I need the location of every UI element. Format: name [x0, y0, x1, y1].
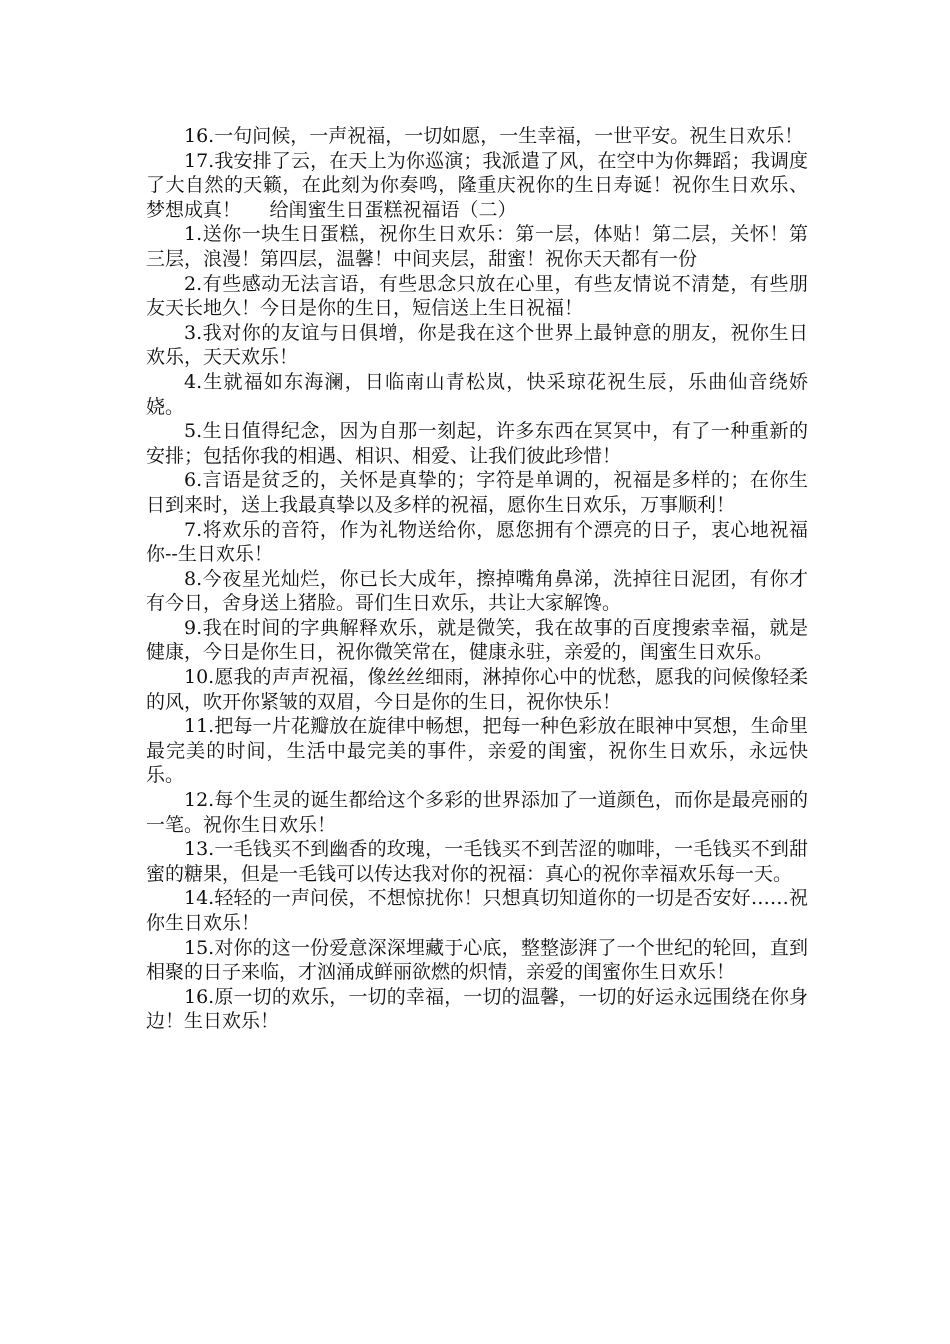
paragraph-blessing-13: 13.一毛钱买不到幽香的玫瑰，一毛钱买不到苦涩的咖啡，一毛钱买不到甜蜜的糖果，但是一毛钱可以传达我对你的祝福：真心的祝你幸福欢乐每一天。 [146, 838, 808, 885]
paragraph-blessing-8: 8.今夜星光灿烂，你已长大成年，擦掉嘴角鼻涕，洗掉往日泥团，有你才有今日，舍身送上猪脸。哥们生日欢乐，共让大家解馋。 [146, 567, 808, 615]
paragraph-blessing-14: 14.轻轻的一声问侯，不想惊扰你！只想真切知道你的一切是否安好……祝你生日欢乐！ [146, 887, 808, 934]
paragraph-blessing-16a: 16.一句问候，一声祝福，一切如愿，一生幸福，一世平安。祝生日欢乐！ [184, 125, 804, 147]
paragraph-blessing-5: 5.生日值得纪念，因为自那一刻起，许多东西在冥冥中，有了一种重新的安排；包括你我的相遇、相识、相爱、让我们彼此珍惜！ [146, 420, 808, 467]
paragraph-blessing-15: 15.对你的这一份爱意深深埋藏于心底，整整澎湃了一个世纪的轮回，直到相聚的日子来临，才汹涌成鲜丽欲燃的炽情，亲爱的闺蜜你生日欢乐！ [146, 936, 808, 984]
document-body [146, 124, 808, 1034]
section-heading: 给闺蜜生日蛋糕祝福语（二） [269, 198, 517, 221]
paragraph-blessing-6: 6.言语是贫乏的，关怀是真挚的；字符是单调的，祝福是多样的；在你生日到来时，送上我最真挚以及多样的祝福，愿你生日欢乐，万事顺利！ [146, 469, 808, 516]
paragraph-blessing-12: 12.每个生灵的诞生都给这个多彩的世界添加了一道颜色，而你是最亮丽的一笔。祝你生日欢乐！ [146, 789, 808, 836]
paragraph-blessing-10: 10.愿我的声声祝福，像丝丝细雨，淋掉你心中的忧愁，愿我的问候像轻柔的风，吹开你紧皱的双眉，今日是你的生日，祝你快乐！ [146, 666, 808, 713]
paragraph-blessing-17 [146, 149, 808, 223]
paragraph-blessing-1: 1.送你一块生日蛋糕，祝你生日欢乐：第一层，体贴！第二层，关怀！第三层，浪漫！第四层，温馨！中间夹层，甜蜜！祝你天天都有一份 [146, 223, 808, 270]
paragraph-blessing-17-text: 17.我安排了云，在天上为你巡演；我派遣了风，在空中为你舞蹈；我调度了大自然的天籁，在此刻为你奏鸣，隆重庆祝你的生日寿诞！祝你生日欢乐、梦想成真！ [146, 149, 808, 221]
paragraph-blessing-3: 3.我对你的友谊与日俱增，你是我在这个世界上最钟意的朋友，祝你生日欢乐，天天欢乐！ [146, 321, 808, 369]
paragraph-blessing-7: 7.将欢乐的音符，作为礼物送给你，愿您拥有个漂亮的日子，衷心地祝福你--生日欢乐！ [146, 518, 808, 566]
paragraph-blessing-4: 4.生就福如东海澜，日临南山青松岚，快采琼花祝生辰，乐曲仙音绕娇娆。 [146, 370, 808, 418]
paragraph-blessing-9: 9.我在时间的字典解释欢乐，就是微笑，我在故事的百度搜索幸福，就是健康，今日是你生日，祝你微笑常在，健康永驻，亲爱的，闺蜜生日欢乐。 [146, 616, 808, 664]
paragraph-blessing-2: 2.有些感动无法言语，有些思念只放在心里，有些友情说不清楚，有些朋友天长地久！今日是你的生日，短信送上生日祝福！ [146, 272, 808, 320]
paragraph-blessing-16b: 16.原一切的欢乐，一切的幸福，一切的温馨，一切的好运永远围绕在你身边！生日欢乐！ [146, 985, 808, 1033]
paragraph-blessing-11: 11.把每一片花瓣放在旋律中畅想，把每一种色彩放在眼神中冥想，生命里最完美的时间，生活中最完美的事件，亲爱的闺蜜，祝你生日欢乐，永远快乐。 [146, 715, 808, 787]
